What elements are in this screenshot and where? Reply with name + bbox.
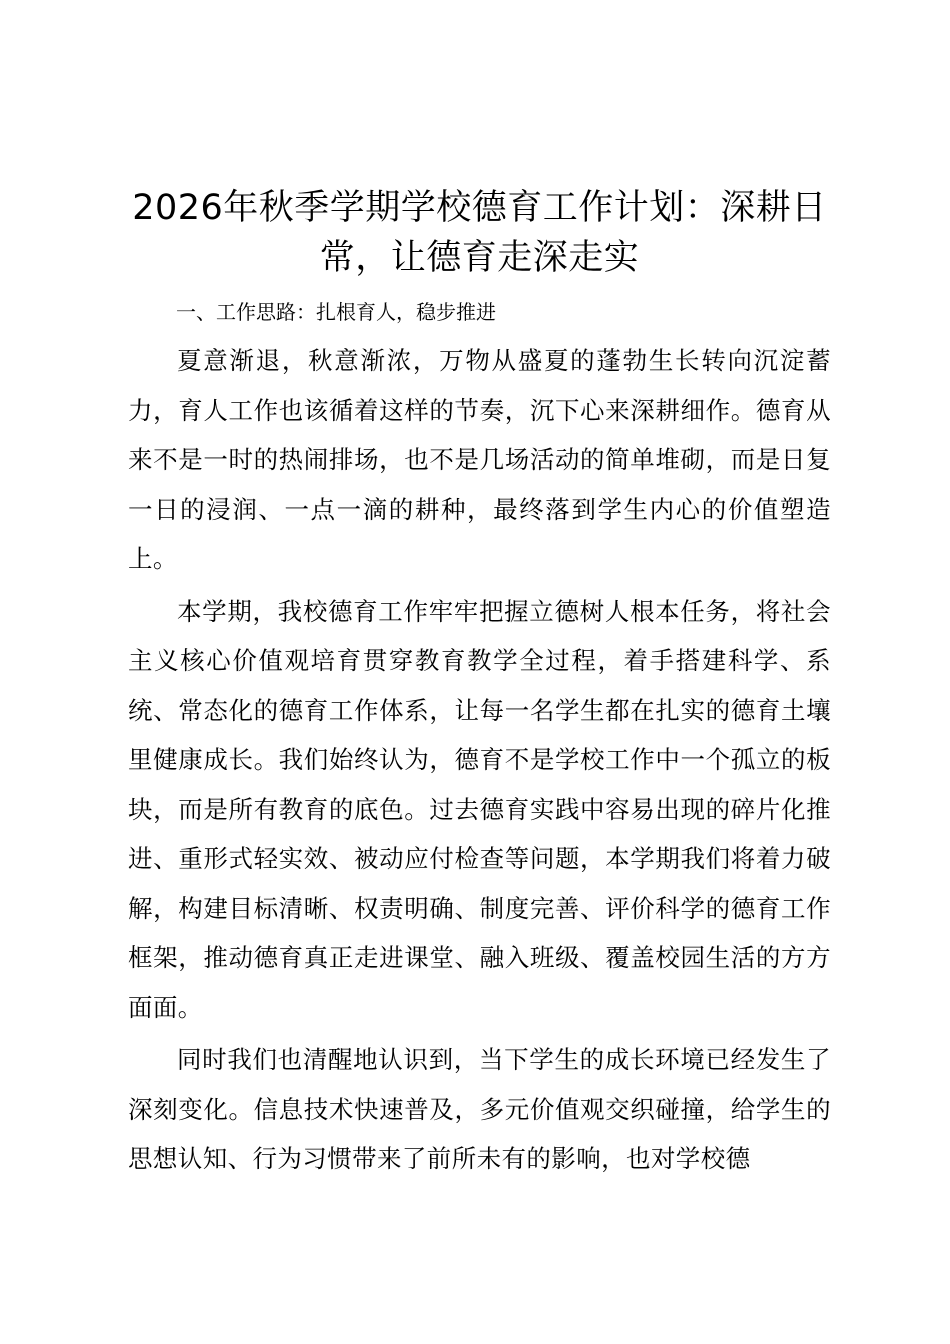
paragraph-1: 夏意渐退，秋意渐浓，万物从盛夏的蓬勃生长转向沉淀蓄力，育人工作也该循着这样的节奏，沉下心来深耕细作。德育从来不是一时的热闹排场，也不是几场活动的简单堆砌，而是日复一日的浸润、一点一滴的耕种，最终落到学生内心的价值塑造上。 bbox=[128, 346, 831, 573]
section-heading: 一、工作思路：扎根育人，稳步推进 bbox=[176, 300, 496, 324]
document-page bbox=[128, 183, 831, 1184]
paragraph-2: 本学期，我校德育工作牢牢把握立德树人根本任务，将社会主义核心价值观培育贯穿教育教学全过程，着手搭建科学、系统、常态化的德育工作体系，让每一名学生都在扎实的德育土壤里健康成长。我们始终认为，德育不是学校工作中一个孤立的板块，而是所有教育的底色。过去德育实践中容易出现的碎片化推进、重形式轻实效、被动应付检查等问题，本学期我们将着力破解，构建目标清晰、权责明确、制度完善、评价科学的德育工作框架，推动德育真正走进课堂、融入班级、覆盖校园生活的方方面面。 bbox=[128, 596, 831, 1022]
document-title: 2026年秋季学期学校德育工作计划：深耕日常，让德育走深走实 bbox=[132, 188, 827, 278]
paragraph-3: 同时我们也清醒地认识到，当下学生的成长环境已经发生了深刻变化。信息技术快速普及，多元价值观交织碰撞，给学生的思想认知、行为习惯带来了前所未有的影响，也对学校德 bbox=[128, 1045, 831, 1173]
